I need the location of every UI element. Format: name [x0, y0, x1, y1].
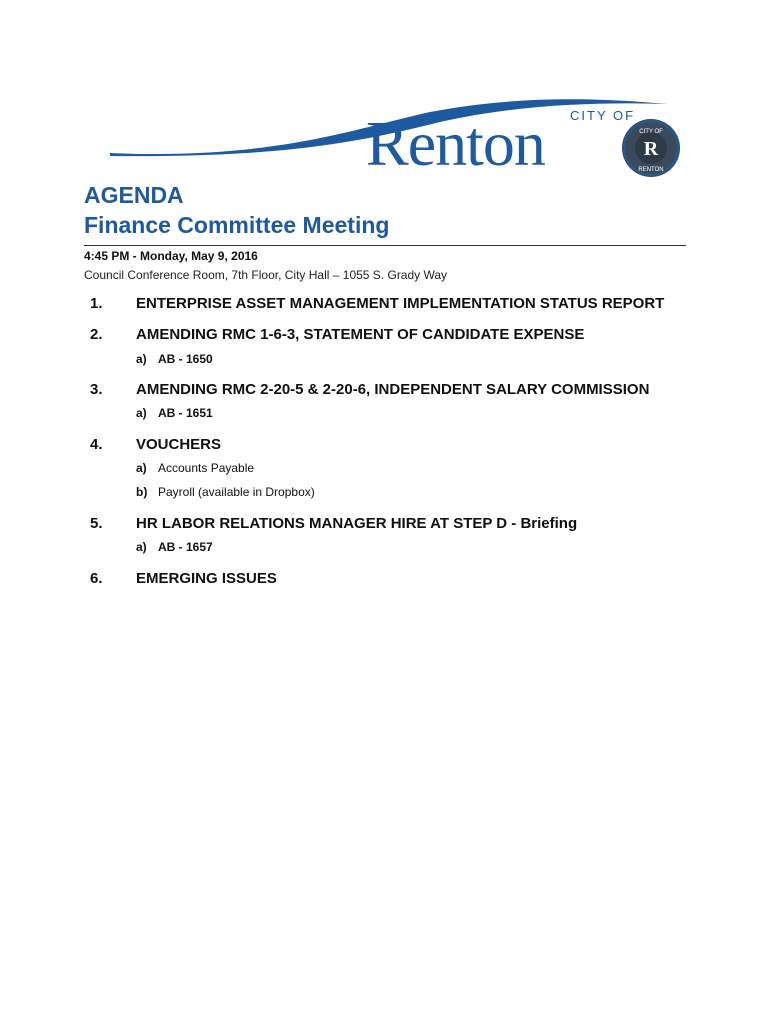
seal-text-bottom: RENTON: [638, 167, 664, 173]
sub-item: [136, 485, 315, 499]
item-number: 3.: [90, 381, 103, 398]
sub-item-text: AB - 1657: [158, 540, 213, 554]
sub-item-text: Accounts Payable: [158, 461, 255, 475]
logo-city-of: CITY OF: [570, 108, 636, 123]
sub-item: [136, 406, 213, 420]
sub-item-letter: a): [136, 540, 147, 554]
item-title: VOUCHERS: [136, 436, 222, 453]
meeting-title: Finance Committee Meeting: [84, 212, 390, 238]
title-divider: [84, 245, 686, 246]
city-seal: [621, 118, 681, 178]
item-number: 5.: [90, 515, 103, 532]
item-title: ENTERPRISE ASSET MANAGEMENT IMPLEMENTATION STATUS REPORT: [136, 295, 665, 312]
item-title: HR LABOR RELATIONS MANAGER HIRE AT STEP D - Briefing: [136, 515, 578, 532]
meeting-location: Council Conference Room, 7th Floor, City Hall – 1055 S. Grady Way: [84, 268, 448, 282]
city-of-renton-logo: [100, 90, 700, 190]
item-title: EMERGING ISSUES: [136, 570, 277, 587]
item-title: AMENDING RMC 1-6-3, STATEMENT OF CANDIDATE EXPENSE: [136, 326, 585, 343]
sub-item: [136, 352, 213, 366]
sub-item-letter: a): [136, 406, 147, 420]
sub-item-text: Payroll (available in Dropbox): [158, 485, 315, 499]
seal-initial: R: [643, 138, 659, 160]
logo-wordmark: Renton: [366, 108, 545, 179]
sub-item-letter: a): [136, 461, 147, 475]
item-number: 4.: [90, 436, 103, 453]
item-number: 6.: [90, 570, 103, 587]
item-number: 2.: [90, 326, 103, 343]
agenda-title: AGENDA: [84, 182, 184, 208]
sub-item-letter: b): [136, 485, 148, 499]
sub-item: [136, 461, 254, 475]
item-number: 1.: [90, 295, 103, 312]
agenda-title-block: [84, 180, 686, 240]
seal-text-top: CITY OF: [639, 129, 663, 135]
sub-item-text: AB - 1651: [158, 406, 213, 420]
sub-item-letter: a): [136, 352, 147, 366]
meeting-time-date: 4:45 PM - Monday, May 9, 2016: [84, 249, 258, 263]
sub-item: [136, 540, 213, 554]
sub-item-text: AB - 1650: [158, 352, 213, 366]
item-title: AMENDING RMC 2-20-5 & 2-20-6, INDEPENDENT SALARY COMMISSION: [136, 381, 650, 398]
